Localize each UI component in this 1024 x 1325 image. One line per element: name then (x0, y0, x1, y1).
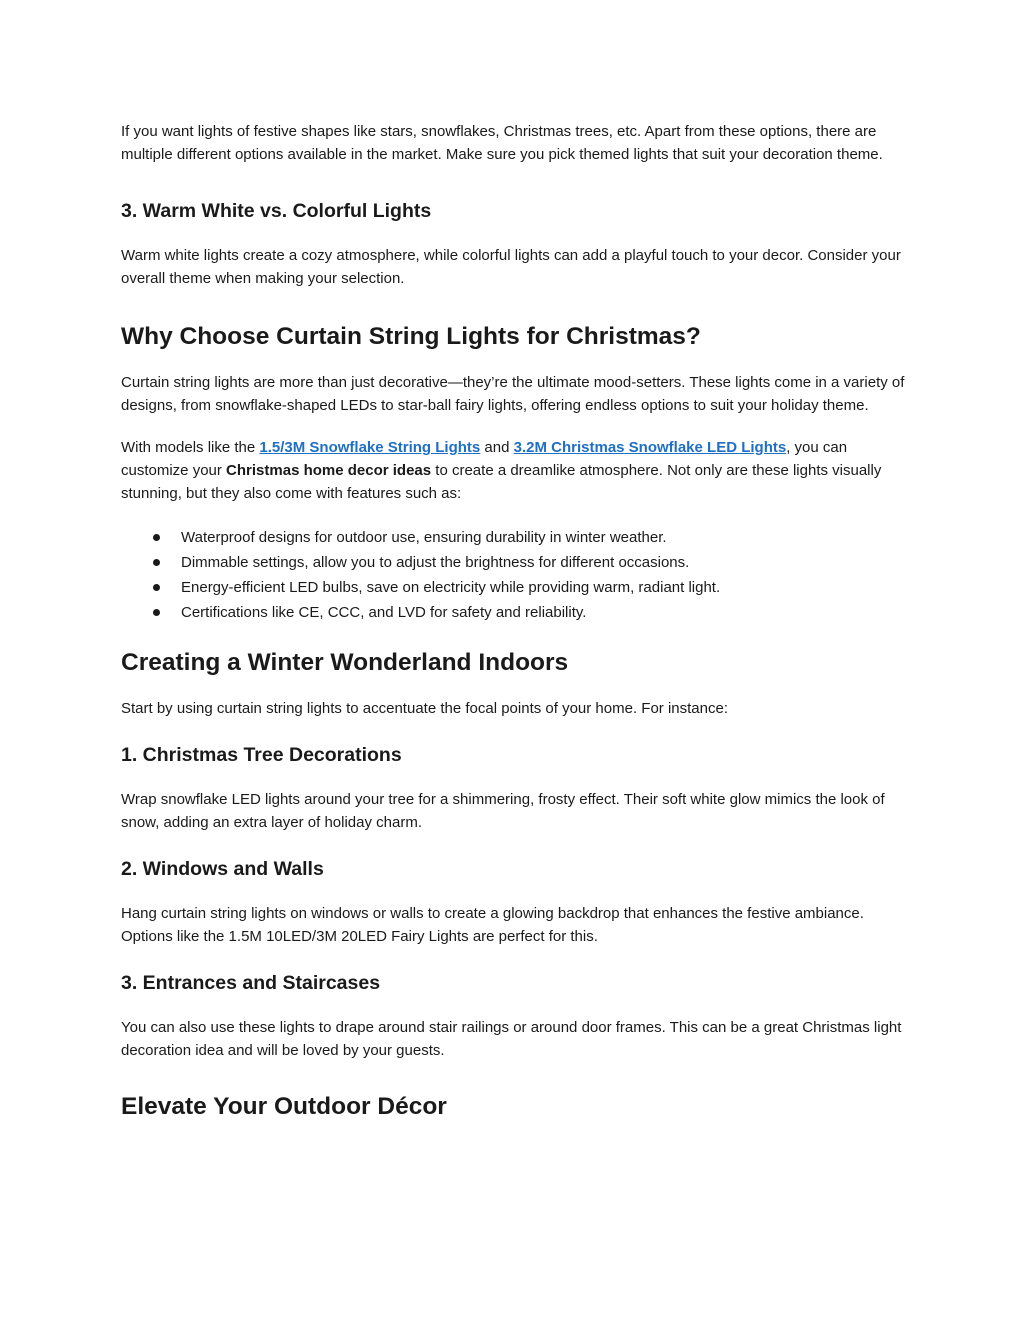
feature-text: Waterproof designs for outdoor use, ensuring durability in winter weather. (181, 529, 667, 546)
list-item (121, 575, 911, 600)
list-item (121, 600, 911, 625)
feature-text: Energy-efficient LED bulbs, save on electricity while providing warm, radiant light. (181, 579, 721, 596)
feature-text: Certifications like CE, CCC, and LVD for safety and reliability. (181, 604, 587, 621)
p2-prefix: With models like the (121, 439, 260, 456)
windows-walls-heading: 2. Windows and Walls (121, 858, 324, 880)
features-list (121, 525, 911, 625)
christmas-tree-text: Wrap snowflake LED lights around your tree for a shimmering, frosty effect. Their soft white glow mimics the look of snow, adding an extra layer of holiday charm. (121, 791, 885, 831)
warm-vs-colorful-text: Warm white lights create a cozy atmosphere, while colorful lights can add a playful touch to your decor. Consider your overall theme when making your selection. (121, 247, 901, 287)
bullet-icon (153, 609, 160, 616)
windows-walls-text: Hang curtain string lights on windows or walls to create a glowing backdrop that enhances the festive ambiance. Options like the 1.5M 10LED/3M 20LED Fairy Lights are perfect for this. (121, 905, 864, 945)
winter-wonderland-intro: Start by using curtain string lights to accentuate the focal points of your home. For instance: (121, 700, 728, 717)
christmas-tree-heading: 1. Christmas Tree Decorations (121, 744, 402, 766)
why-choose-paragraph-1: Curtain string lights are more than just decorative—they’re the ultimate mood-setters. These lights come in a variety of designs, from snowflake-shaped LEDs to star-ball fairy lights, offering endless options to suit your holiday theme. (121, 374, 905, 414)
document-page (121, 120, 911, 1123)
snowflake-string-lights-link[interactable]: 1.5/3M Snowflake String Lights (259, 439, 481, 456)
p2-mid: , you can customize your (121, 439, 848, 479)
bullet-icon (153, 534, 160, 541)
p2-suffix: to create a dreamlike atmosphere. Not only are these lights visually stunning, but they also come with features such as: (121, 462, 882, 502)
christmas-home-decor-ideas: Christmas home decor ideas (226, 462, 432, 479)
warm-vs-colorful-heading: 3. Warm White vs. Colorful Lights (121, 200, 432, 222)
winter-wonderland-heading: Creating a Winter Wonderland Indoors (121, 649, 569, 676)
feature-text: Dimmable settings, allow you to adjust the brightness for different occasions. (181, 554, 690, 571)
christmas-snowflake-led-lights-link[interactable]: 3.2M Christmas Snowflake LED Lights (513, 439, 787, 456)
list-item (121, 525, 911, 550)
entrances-staircases-text: You can also use these lights to drape around stair railings or around door frames. This can be a great Christmas light decoration idea and will be loved by your guests. (121, 1019, 902, 1059)
why-choose-heading: Why Choose Curtain String Lights for Christmas? (121, 323, 701, 350)
outdoor-decor-heading: Elevate Your Outdoor Décor (121, 1093, 447, 1120)
bullet-icon (153, 584, 160, 591)
intro-paragraph: If you want lights of festive shapes like stars, snowflakes, Christmas trees, etc. Apart from these options, there are multiple different options available in the market. Make sure you pick themed lights that suit your decoration theme. (121, 123, 883, 163)
bullet-icon (153, 559, 160, 566)
why-choose-paragraph-2 (121, 436, 911, 505)
list-item (121, 550, 911, 575)
entrances-staircases-heading: 3. Entrances and Staircases (121, 972, 381, 994)
p2-and: and (480, 439, 514, 456)
